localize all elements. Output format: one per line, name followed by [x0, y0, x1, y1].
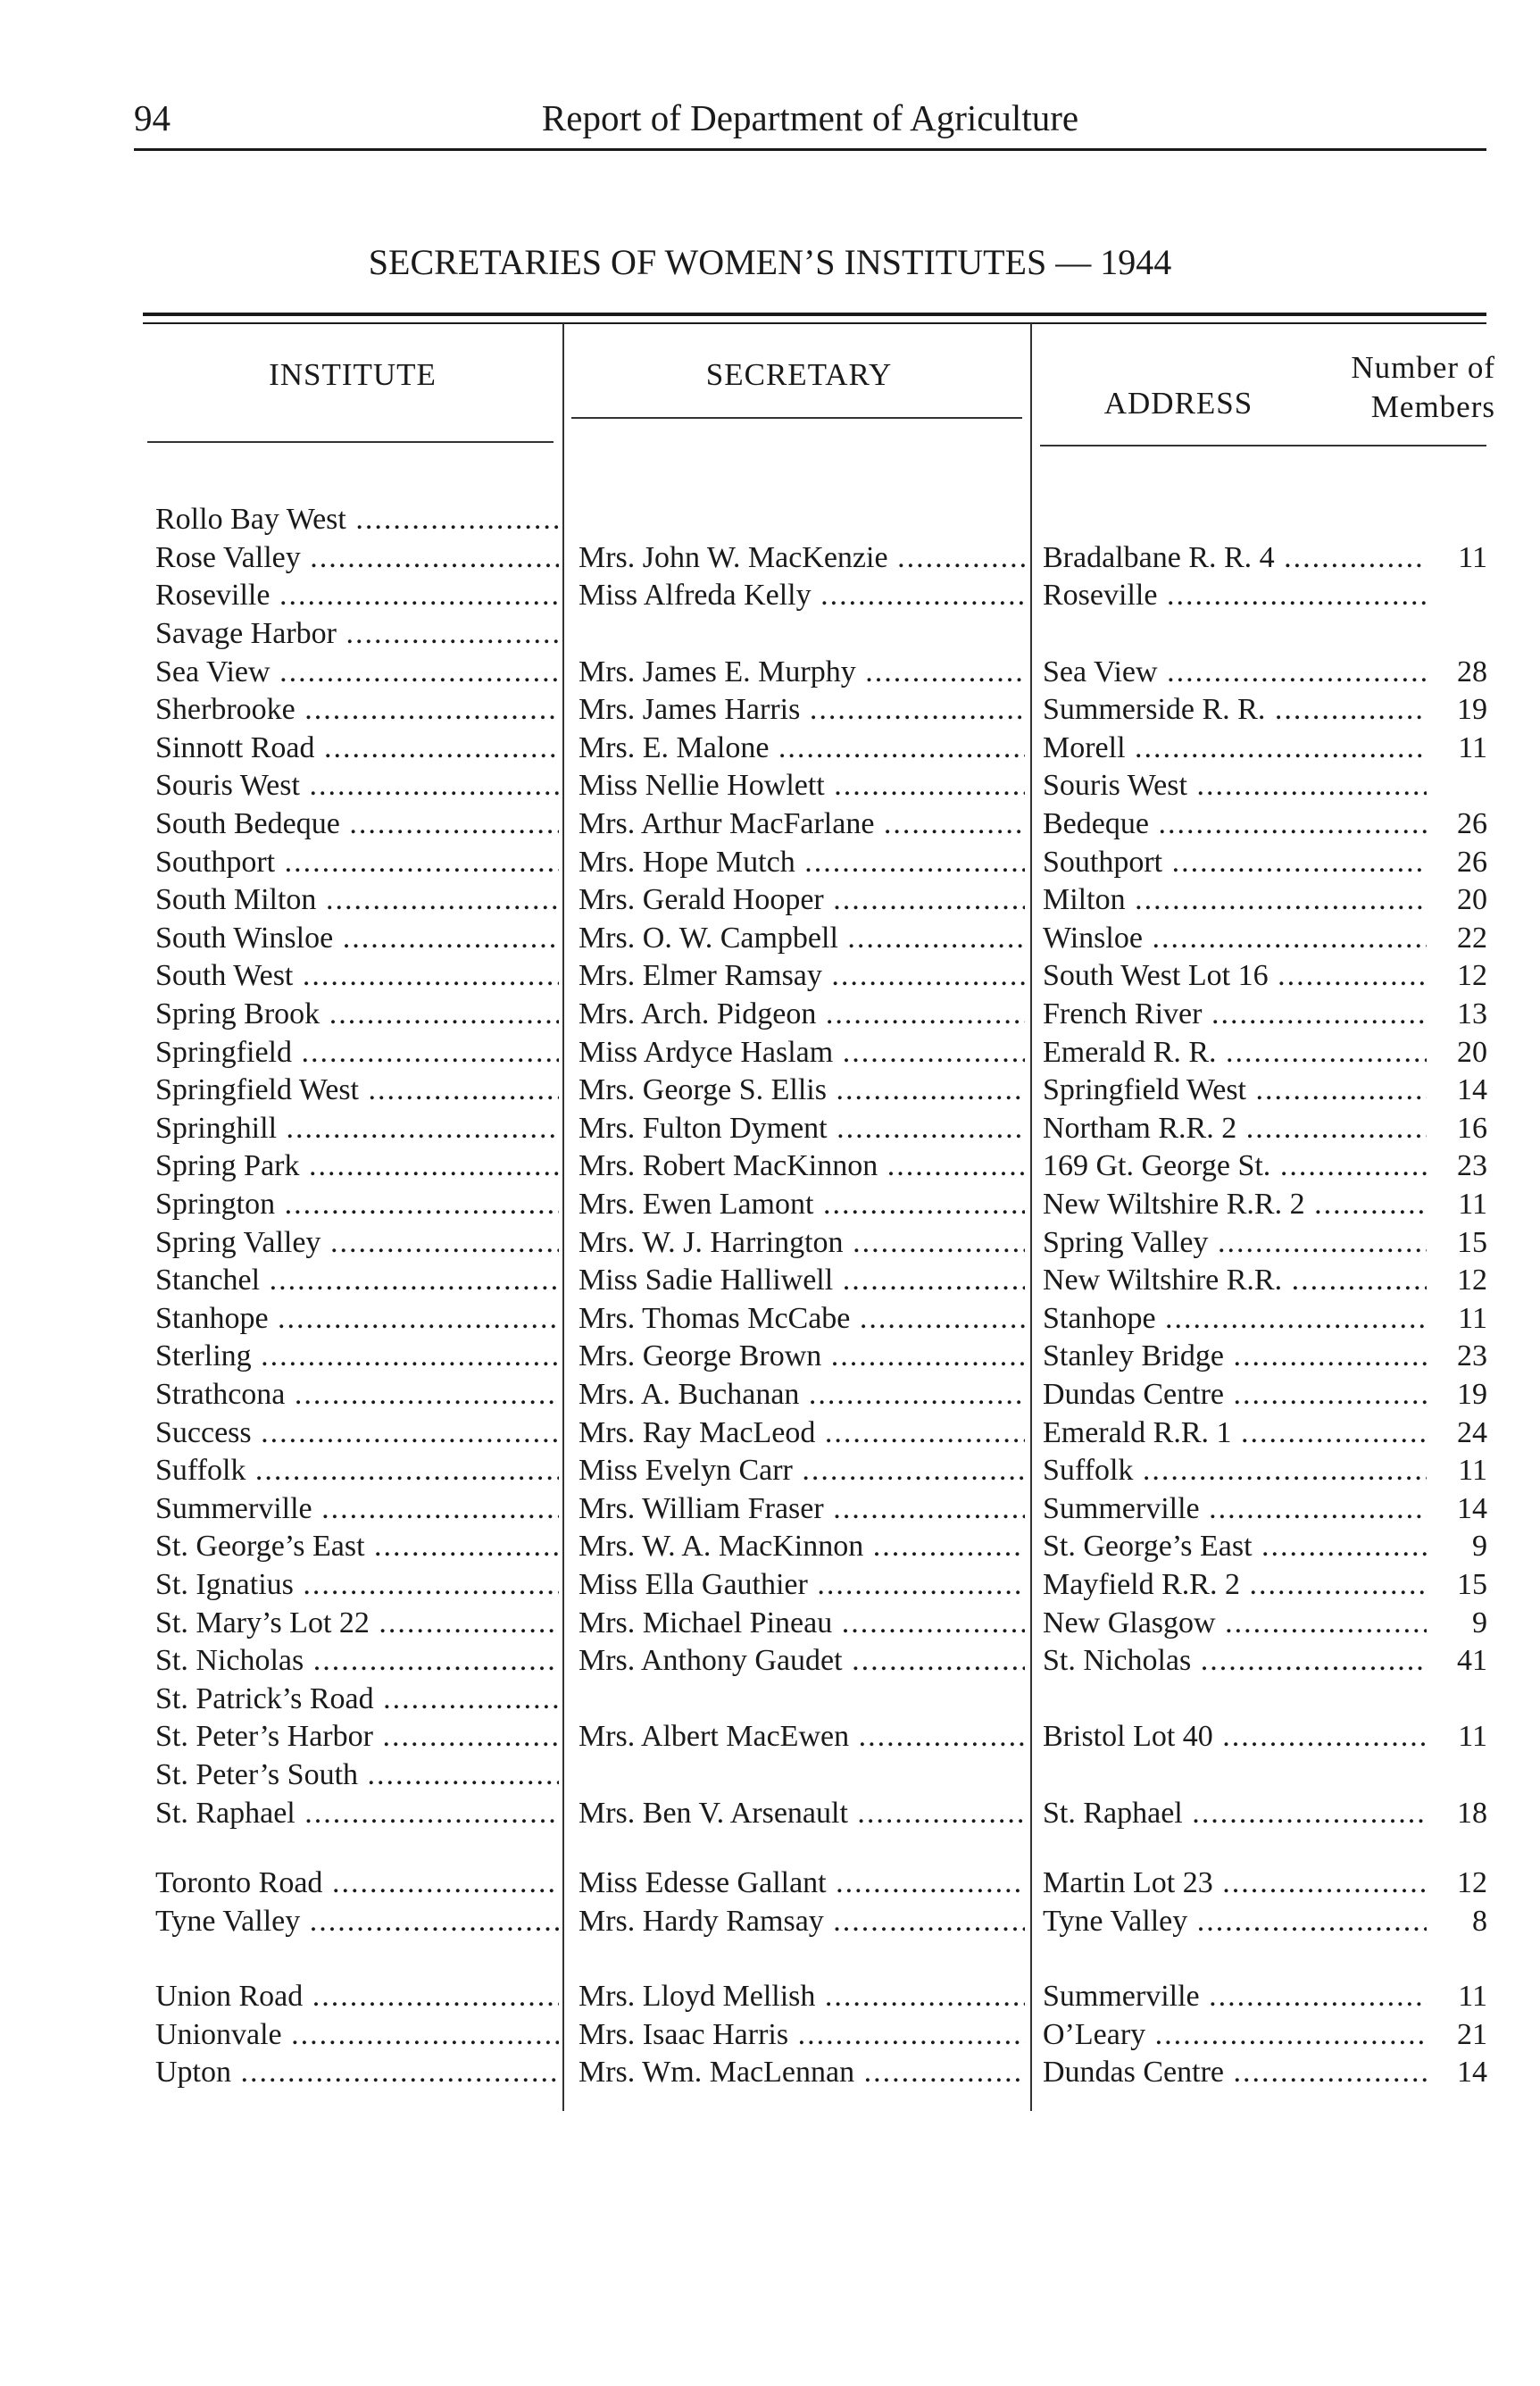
member-count: 14 — [1457, 1492, 1487, 1525]
address-text: Emerald R. R. ..... — [1043, 1033, 1427, 1072]
address-text: Bradalbane R. R. 4 ..... — [1043, 538, 1427, 578]
institute-name: Strathcona ..... — [155, 1375, 559, 1414]
address-text: Bristol Lot 40 ..... — [1043, 1717, 1427, 1756]
address-text: Emerald R.R. 1 ..... — [1043, 1414, 1427, 1453]
table-row — [0, 1489, 1540, 1529]
institute-name: St. Peter’s South ..... — [155, 1756, 559, 1795]
institute-name: Upton ..... — [155, 2053, 559, 2092]
secretary-name: Mrs. W. J. Harrington ..... — [579, 1223, 1025, 1263]
institute-name: St. Mary’s Lot 22 ..... — [155, 1604, 559, 1643]
table-row — [0, 1977, 1540, 2016]
member-count: 11 — [1458, 1188, 1487, 1221]
member-count: 11 — [1458, 1720, 1487, 1753]
table-row — [0, 1337, 1540, 1376]
secretary-name: Mrs. O. W. Campbell ..... — [579, 919, 1025, 958]
column-header-secretary: SECRETARY — [705, 357, 893, 392]
institute-name: Sherbrooke ..... — [155, 690, 559, 730]
table-row — [0, 766, 1540, 805]
institute-name: Rollo Bay West ..... — [155, 500, 559, 539]
table-row — [0, 1185, 1540, 1224]
secretary-name: Miss Sadie Halliwell ..... — [579, 1261, 1025, 1300]
institute-name: Souris West ..... — [155, 766, 559, 805]
member-count: 19 — [1457, 1378, 1487, 1411]
institute-name: Springfield ..... — [155, 1033, 559, 1072]
table-row — [0, 1527, 1540, 1566]
members-header-line1: Number of — [1351, 350, 1495, 385]
institute-name: St. Nicholas ..... — [155, 1641, 559, 1681]
institute-name: Spring Park ..... — [155, 1147, 559, 1186]
institute-name: Unionvale ..... — [155, 2015, 559, 2055]
member-count: 20 — [1457, 1036, 1487, 1069]
column-header-members — [1299, 348, 1495, 427]
table-row — [0, 1641, 1540, 1681]
institute-name: South Milton ..... — [155, 880, 559, 920]
institute-name: South West ..... — [155, 956, 559, 996]
table-row — [0, 1071, 1540, 1110]
member-count: 23 — [1457, 1339, 1487, 1372]
member-count: 26 — [1457, 807, 1487, 840]
secretary-name: Mrs. Isaac Harris ..... — [579, 2015, 1025, 2055]
address-text: O’Leary ..... — [1043, 2015, 1427, 2055]
address-text: Sea View ..... — [1043, 653, 1427, 692]
address-text: Winsloe ..... — [1043, 919, 1427, 958]
member-count: 12 — [1457, 1264, 1487, 1297]
member-count: 12 — [1457, 959, 1487, 992]
address-text: New Glasgow ..... — [1043, 1604, 1427, 1643]
institute-name: Union Road ..... — [155, 1977, 559, 2016]
secretary-name: Mrs. Hardy Ramsay ..... — [579, 1902, 1025, 1941]
member-count: 14 — [1457, 1073, 1487, 1106]
address-text: Martin Lot 23 ..... — [1043, 1864, 1427, 1903]
secretary-name: Mrs. Hope Mutch ..... — [579, 843, 1025, 882]
institute-name: Sea View ..... — [155, 653, 559, 692]
address-text: St. Nicholas ..... — [1043, 1641, 1427, 1681]
secretary-name: Miss Evelyn Carr ..... — [579, 1451, 1025, 1490]
table-top-rule — [143, 313, 1486, 316]
address-text: Summerville ..... — [1043, 1977, 1427, 2016]
institute-name: Summerville ..... — [155, 1489, 559, 1529]
member-count: 14 — [1457, 2056, 1487, 2089]
member-count: 13 — [1457, 997, 1487, 1030]
member-count: 11 — [1458, 1302, 1487, 1335]
address-text: French River ..... — [1043, 995, 1427, 1034]
table-row — [0, 690, 1540, 730]
address-text: St. George’s East ..... — [1043, 1527, 1427, 1566]
institute-name: St. Peter’s Harbor ..... — [155, 1717, 559, 1756]
member-count: 11 — [1458, 731, 1487, 764]
secretary-name: Mrs. Lloyd Mellish ..... — [579, 1977, 1025, 2016]
table-row — [0, 614, 1540, 654]
table-row — [0, 653, 1540, 692]
secretary-name: Mrs. Michael Pineau ..... — [579, 1604, 1025, 1643]
secretary-name: Mrs. Ray MacLeod ..... — [579, 1414, 1025, 1453]
secretary-name: Mrs. James Harris ..... — [579, 690, 1025, 730]
member-count: 20 — [1457, 883, 1487, 916]
table-row — [0, 1680, 1540, 1719]
header-rule-secretary — [571, 417, 1022, 419]
secretary-name: Mrs. Wm. MacLennan ..... — [579, 2053, 1025, 2092]
member-count: 15 — [1457, 1226, 1487, 1259]
institute-name: Springfield West ..... — [155, 1071, 559, 1110]
institute-name: St. Patrick’s Road ..... — [155, 1680, 559, 1719]
address-text: New Wiltshire R.R. ..... — [1043, 1261, 1427, 1300]
table-row — [0, 995, 1540, 1034]
address-text: Spring Valley ..... — [1043, 1223, 1427, 1263]
table-row — [0, 1756, 1540, 1795]
table-row — [0, 880, 1540, 920]
secretary-name: Mrs. John W. MacKenzie ..... — [579, 538, 1025, 578]
secretary-name: Miss Ella Gauthier ..... — [579, 1565, 1025, 1605]
table-row — [0, 1902, 1540, 1941]
member-count: 16 — [1457, 1112, 1487, 1145]
table-row — [0, 956, 1540, 996]
address-text: Roseville ..... — [1043, 576, 1427, 615]
address-text: Tyne Valley ..... — [1043, 1902, 1427, 1941]
address-text: Souris West ..... — [1043, 766, 1427, 805]
institute-name: Sinnott Road ..... — [155, 729, 559, 768]
address-text: Stanhope ..... — [1043, 1299, 1427, 1339]
running-title: Report of Department of Agriculture — [541, 97, 1079, 138]
member-count: 21 — [1457, 2018, 1487, 2051]
table-row — [0, 1414, 1540, 1453]
institute-name: Success ..... — [155, 1414, 559, 1453]
member-count: 9 — [1472, 1530, 1487, 1563]
institute-name: Rose Valley ..... — [155, 538, 559, 578]
secretary-name: Mrs. Elmer Ramsay ..... — [579, 956, 1025, 996]
address-text: Dundas Centre ..... — [1043, 1375, 1427, 1414]
address-text: Milton ..... — [1043, 880, 1427, 920]
page-number: 94 — [134, 97, 171, 138]
member-count: 28 — [1457, 655, 1487, 688]
secretary-name: Mrs. Ewen Lamont ..... — [579, 1185, 1025, 1224]
address-text: Southport ..... — [1043, 843, 1427, 882]
secretary-name: Mrs. George S. Ellis ..... — [579, 1071, 1025, 1110]
table-row — [0, 1375, 1540, 1414]
secretary-name: Mrs. George Brown ..... — [579, 1337, 1025, 1376]
header-rule-institute — [147, 441, 554, 443]
institute-name: Roseville ..... — [155, 576, 559, 615]
address-text: Bedeque ..... — [1043, 805, 1427, 844]
member-count: 11 — [1458, 1980, 1487, 2013]
secretary-name: Miss Ardyce Haslam ..... — [579, 1033, 1025, 1072]
table-row — [0, 1794, 1540, 1833]
institute-name: South Bedeque ..... — [155, 805, 559, 844]
secretary-name: Miss Edesse Gallant ..... — [579, 1864, 1025, 1903]
secretary-name: Miss Alfreda Kelly ..... — [579, 576, 1025, 615]
secretary-name: Miss Nellie Howlett ..... — [579, 766, 1025, 805]
page-title: SECRETARIES OF WOMEN’S INSTITUTES — 1944 — [368, 242, 1172, 282]
header-rule-address — [1040, 445, 1486, 446]
member-count: 8 — [1472, 1905, 1487, 1938]
institute-name: St. Ignatius ..... — [155, 1565, 559, 1605]
member-count: 19 — [1457, 693, 1487, 726]
institute-name: Savage Harbor ..... — [155, 614, 559, 654]
address-text: Springfield West ..... — [1043, 1071, 1427, 1110]
address-text: South West Lot 16 ..... — [1043, 956, 1427, 996]
secretary-name: Mrs. W. A. MacKinnon ..... — [579, 1527, 1025, 1566]
institute-name: South Winsloe ..... — [155, 919, 559, 958]
address-text: Dundas Centre ..... — [1043, 2053, 1427, 2092]
address-text: Summerside R. R. ..... — [1043, 690, 1427, 730]
institute-name: Suffolk ..... — [155, 1451, 559, 1490]
address-text: St. Raphael ..... — [1043, 1794, 1427, 1833]
member-count: 15 — [1457, 1568, 1487, 1601]
table-row — [0, 1223, 1540, 1263]
address-text: Morell ..... — [1043, 729, 1427, 768]
running-head — [134, 96, 1486, 143]
table-row — [0, 538, 1540, 578]
secretary-name: Mrs. Albert MacEwen ..... — [579, 1717, 1025, 1756]
secretary-name: Mrs. Arch. Pidgeon ..... — [579, 995, 1025, 1034]
column-header-institute: INSTITUTE — [269, 357, 437, 392]
column-header-address: ADDRESS — [1103, 386, 1253, 421]
table-row — [0, 1717, 1540, 1756]
table-row — [0, 2053, 1540, 2092]
institute-name: Toronto Road ..... — [155, 1864, 559, 1903]
member-count: 23 — [1457, 1149, 1487, 1182]
members-header-line2: Members — [1370, 389, 1495, 424]
member-count: 26 — [1457, 846, 1487, 879]
table-row — [0, 1604, 1540, 1643]
member-count: 22 — [1457, 922, 1487, 955]
table-row — [0, 1033, 1540, 1072]
address-text: Northam R.R. 2 ..... — [1043, 1109, 1427, 1148]
table-row — [0, 1565, 1540, 1605]
table-row — [0, 1864, 1540, 1903]
table-row — [0, 1451, 1540, 1490]
table-row — [0, 805, 1540, 844]
table-row — [0, 843, 1540, 882]
address-text: Stanley Bridge ..... — [1043, 1337, 1427, 1376]
member-count: 18 — [1457, 1797, 1487, 1830]
institute-name: Springhill ..... — [155, 1109, 559, 1148]
table-top-rule-thin — [143, 322, 1486, 324]
table-row — [0, 729, 1540, 768]
address-text: New Wiltshire R.R. 2 ..... — [1043, 1185, 1427, 1224]
table-row — [0, 500, 1540, 539]
secretary-name: Mrs. Gerald Hooper ..... — [579, 880, 1025, 920]
table-row — [0, 1261, 1540, 1300]
institute-name: St. George’s East ..... — [155, 1527, 559, 1566]
secretary-name: Mrs. William Fraser ..... — [579, 1489, 1025, 1529]
institute-name: Spring Brook ..... — [155, 995, 559, 1034]
secretary-name: Mrs. Anthony Gaudet ..... — [579, 1641, 1025, 1681]
secretary-name: Mrs. Robert MacKinnon ..... — [579, 1147, 1025, 1186]
institute-name: Sterling ..... — [155, 1337, 559, 1376]
secretary-name: Mrs. James E. Murphy ..... — [579, 653, 1025, 692]
secretary-name: Mrs. E. Malone ..... — [579, 729, 1025, 768]
address-text: 169 Gt. George St. ..... — [1043, 1147, 1427, 1186]
institute-name: Spring Valley ..... — [155, 1223, 559, 1263]
address-text: Suffolk ..... — [1043, 1451, 1427, 1490]
institute-name: Stanchel ..... — [155, 1261, 559, 1300]
member-count: 9 — [1472, 1606, 1487, 1639]
member-count: 12 — [1457, 1866, 1487, 1899]
secretary-name: Mrs. Ben V. Arsenault ..... — [579, 1794, 1025, 1833]
institute-name: Stanhope ..... — [155, 1299, 559, 1339]
secretary-name: Mrs. Thomas McCabe ..... — [579, 1299, 1025, 1339]
secretary-name: Mrs. Arthur MacFarlane ..... — [579, 805, 1025, 844]
table-row — [0, 919, 1540, 958]
table-row — [0, 1147, 1540, 1186]
table-row — [0, 1299, 1540, 1339]
secretary-name: Mrs. Fulton Dyment ..... — [579, 1109, 1025, 1148]
table-row — [0, 1109, 1540, 1148]
institute-name: Springton ..... — [155, 1185, 559, 1224]
institute-name: St. Raphael ..... — [155, 1794, 559, 1833]
member-count: 11 — [1458, 541, 1487, 574]
address-text: Mayfield R.R. 2 ..... — [1043, 1565, 1427, 1605]
header-rule — [134, 148, 1486, 151]
table-row — [0, 576, 1540, 615]
member-count: 41 — [1457, 1644, 1487, 1677]
institute-name: Southport ..... — [155, 843, 559, 882]
member-count: 24 — [1457, 1416, 1487, 1449]
member-count: 11 — [1458, 1454, 1487, 1487]
address-text: Summerville ..... — [1043, 1489, 1427, 1529]
secretary-name: Mrs. A. Buchanan ..... — [579, 1375, 1025, 1414]
table-row — [0, 2015, 1540, 2055]
institute-name: Tyne Valley ..... — [155, 1902, 559, 1941]
